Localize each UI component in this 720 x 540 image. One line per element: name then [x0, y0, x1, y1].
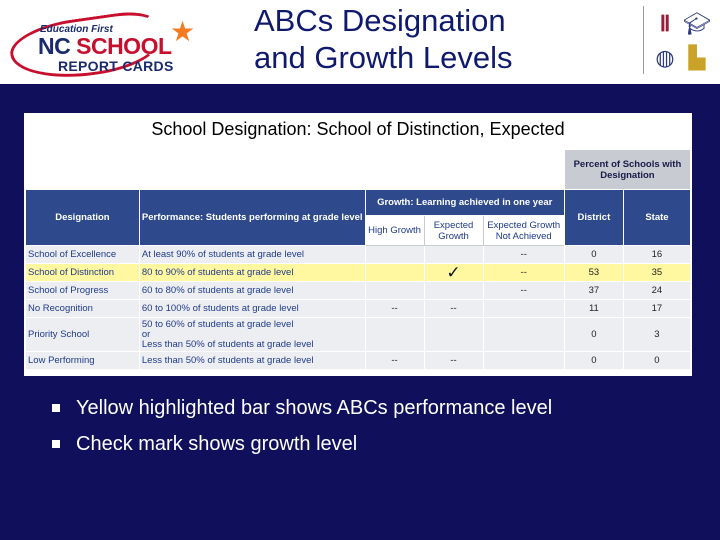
- high-growth-cell: --: [365, 300, 424, 318]
- header-not-achieved: Expected Growth Not Achieved: [483, 216, 564, 246]
- check-mark-icon: ✓: [424, 264, 483, 282]
- designation-cell: School of Excellence: [26, 246, 140, 264]
- high-growth-cell: [365, 246, 424, 264]
- bullet-text: Check mark shows growth level: [76, 433, 358, 455]
- logo-nc: NC: [38, 33, 71, 59]
- bullet-square-icon: [52, 440, 60, 448]
- designation-cell: Priority School: [26, 318, 140, 352]
- high-growth-cell: [365, 264, 424, 282]
- table-row-highlighted: [26, 264, 691, 282]
- graduation-cap-icon: 🎓︎: [683, 10, 711, 36]
- not-achieved-cell: [483, 352, 564, 370]
- district-cell: 37: [564, 282, 623, 300]
- performance-line: 50 to 60% of students at grade level: [141, 318, 294, 330]
- district-cell: 0: [564, 352, 623, 370]
- bullet-item: [52, 396, 702, 420]
- performance-cell: 80 to 90% of students at grade level: [139, 264, 365, 282]
- not-achieved-cell: --: [483, 282, 564, 300]
- header-spacer: [26, 150, 565, 190]
- pillar-icon: Ⅱ: [659, 10, 671, 36]
- table-row: [26, 318, 691, 352]
- nc-school-report-cards-logo: [10, 14, 220, 76]
- high-growth-cell: --: [365, 352, 424, 370]
- table-row: [26, 352, 691, 370]
- performance-cell: At least 90% of students at grade level: [139, 246, 365, 264]
- state-cell: 24: [623, 282, 690, 300]
- slide-title-line-1: ABCs Designation: [254, 3, 506, 38]
- expected-growth-cell: [424, 282, 483, 300]
- district-cell: 0: [564, 246, 623, 264]
- bullet-list: [52, 396, 702, 468]
- logo-wordmark: [38, 34, 172, 58]
- table-row: [26, 246, 691, 264]
- table-row: [26, 282, 691, 300]
- district-cell: 0: [564, 318, 623, 352]
- not-achieved-cell: [483, 318, 564, 352]
- state-cell: 3: [623, 318, 690, 352]
- header-designation: Designation: [26, 190, 140, 246]
- designation-table-panel: [24, 113, 692, 376]
- district-cell: 11: [564, 300, 623, 318]
- header-percent-schools: Percent of Schools with Designation: [564, 150, 690, 190]
- header-performance: Performance: Students performing at grade level: [139, 190, 365, 246]
- expected-growth-cell: --: [424, 300, 483, 318]
- expected-growth-cell: [424, 246, 483, 264]
- performance-cell: Less than 50% of students at grade level: [139, 352, 365, 370]
- high-growth-cell: [365, 318, 424, 352]
- star-icon: ★: [170, 16, 196, 47]
- header-expected-growth: Expected Growth: [424, 216, 483, 246]
- designation-cell: Low Performing: [26, 352, 140, 370]
- slide-header: [0, 0, 720, 84]
- slide-title: [254, 2, 512, 76]
- not-achieved-cell: [483, 300, 564, 318]
- bullet-item: [52, 432, 702, 456]
- slide-title-line-2: and Growth Levels: [254, 40, 513, 75]
- logo-report-cards: REPORT CARDS: [58, 58, 174, 74]
- header-state: State: [623, 190, 690, 246]
- designation-cell: No Recognition: [26, 300, 140, 318]
- bullet-square-icon: [52, 404, 60, 412]
- state-cell: 17: [623, 300, 690, 318]
- expected-growth-cell: --: [424, 352, 483, 370]
- designation-table: [25, 149, 691, 370]
- panel-title: School Designation: School of Distinction, Expected: [151, 119, 565, 139]
- header-growth: Growth: Learning achieved in one year: [365, 190, 564, 216]
- designation-cell: School of Distinction: [26, 264, 140, 282]
- logo-school: SCHOOL: [76, 33, 172, 59]
- not-achieved-cell: --: [483, 246, 564, 264]
- performance-cell: [139, 318, 365, 352]
- performance-cell: 60 to 80% of students at grade level: [139, 282, 365, 300]
- expected-growth-cell: [424, 318, 483, 352]
- district-cell: 53: [564, 264, 623, 282]
- bullet-text: Yellow highlighted bar shows ABCs performance level: [76, 397, 553, 419]
- performance-line-alt: Less than 50% of students at grade level: [141, 338, 314, 350]
- header-district: District: [564, 190, 623, 246]
- state-crest: [643, 6, 709, 74]
- state-cell: 35: [623, 264, 690, 282]
- not-achieved-cell: --: [483, 264, 564, 282]
- performance-cell: 60 to 100% of students at grade level: [139, 300, 365, 318]
- state-cell: 0: [623, 352, 690, 370]
- performance-or: or: [141, 328, 151, 340]
- logo-tagline: Education First: [40, 24, 113, 35]
- table-row: [26, 300, 691, 318]
- header-high-growth: High Growth: [365, 216, 424, 246]
- high-growth-cell: [365, 282, 424, 300]
- building-icon: ▙: [688, 44, 706, 70]
- designation-cell: School of Progress: [26, 282, 140, 300]
- state-cell: 16: [623, 246, 690, 264]
- globe-icon: ◍: [655, 44, 675, 70]
